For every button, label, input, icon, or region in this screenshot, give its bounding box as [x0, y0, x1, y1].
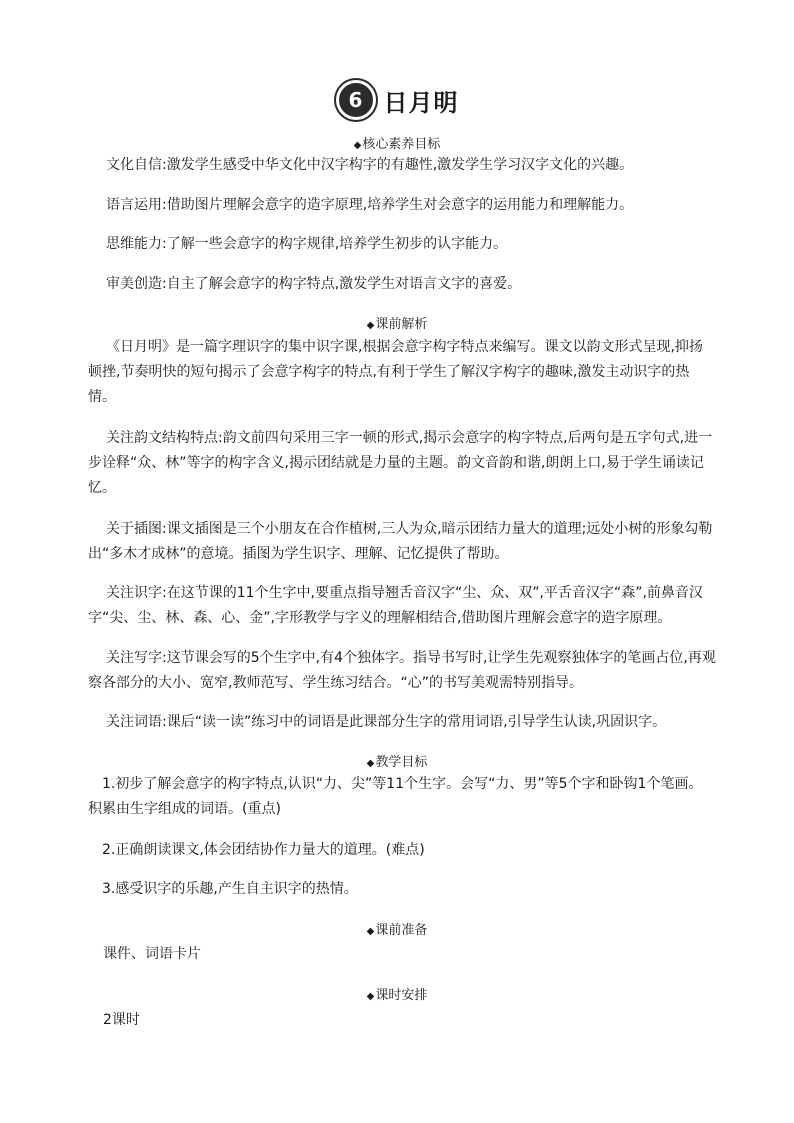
goal-thinking: 思维能力:了解一些会意字的构字规律,培养学生初步的认字能力。: [106, 236, 508, 252]
section-heading-text: 教学目标: [375, 755, 428, 770]
goal-culture: 文化自信:激发学生感受中华文化中汉字构字的有趣性,激发学生学习汉字文化的兴趣。: [106, 157, 634, 173]
analysis-literacy: 关注识字:在这节课的11个生字中,要重点指导翘舌音汉字“尘、众、双”,平舌音汉字“森”,前鼻音汉字“尖、尘、林、森、心、金”,字形教学与字义的理解相结合,借助图片理解会意字的造字原理。: [88, 585, 703, 626]
section-heading-text: 课前准备: [375, 923, 428, 938]
prep-materials: 课件、词语卡片: [103, 946, 201, 962]
diamond-icon: ◆: [366, 991, 375, 1002]
analysis-writing: 关注写字:这节课会写的5个生字中,有4个独体字。指导书写时,让学生先观察独体字的笔画占位,再观察各部分的大小、宽窄,教师范写、学生练习结合。“心”的书写美观需特别指导。: [88, 650, 716, 691]
time-arrangement: 2课时: [103, 1012, 140, 1028]
teaching-goal-2: 2.正确朗读课文,体会团结协作力量大的道理。(难点): [102, 842, 425, 858]
goal-aesthetic: 审美创造:自主了解会意字的构字特点,激发学生对语言文字的喜爱。: [106, 276, 522, 292]
lesson-number: 6: [348, 88, 363, 112]
section-heading-time: [0, 984, 794, 1003]
teaching-goal-3: 3.感受识字的乐趣,产生自主识字的热情。: [102, 881, 358, 897]
section-heading-teaching: [0, 751, 794, 770]
section-heading-goals: [0, 133, 794, 152]
analysis-vocabulary: 关注词语:课后“读一读”练习中的词语是此课部分生字的常用词语,引导学生认读,巩固识字。: [106, 714, 667, 730]
teaching-goal-1: 1.初步了解会意字的构字特点,认识“力、尖”等11个生字。会写“力、男”等5个字和卧钩1个笔画。积累由生字组成的词语。(重点): [88, 776, 703, 817]
analysis-intro: 《日月明》是一篇字理识字的集中识字课,根据会意字构字特点来编写。课文以韵文形式呈现,抑扬顿挫,节奏明快的短句揭示了会意字构字的特点,有利于学生了解汉字构字的趣味,激发主动识字的热情。: [88, 339, 703, 405]
analysis-illustration: 关于插图:课文插图是三个小朋友在合作植树,三人为众,暗示团结力量大的道理;远处小树的形象勾勒出“多木才成林”的意境。插图为学生识字、理解、记忆提供了帮助。: [88, 521, 713, 562]
diamond-icon: ◆: [353, 140, 362, 151]
diamond-icon: ◆: [366, 926, 375, 937]
section-heading-prep: [0, 919, 794, 938]
lesson-title-text: 日月明: [383, 88, 459, 117]
diamond-icon: ◆: [366, 758, 375, 769]
section-heading-text: 课时安排: [375, 988, 428, 1003]
diamond-icon: ◆: [366, 320, 375, 331]
lesson-number-badge: [336, 80, 376, 120]
lesson-title: [0, 80, 794, 120]
analysis-structure: 关注韵文结构特点:韵文前四句采用三字一顿的形式,揭示会意字的构字特点,后两句是五字句式,进一步诠释“众、林”等字的构字含义,揭示团结就是力量的主题。韵文音韵和谐,朗朗上口,易于学生诵读记忆。: [88, 430, 713, 496]
goal-language: 语言运用:借助图片理解会意字的造字原理,培养学生对会意字的运用能力和理解能力。: [106, 197, 634, 213]
section-heading-analysis: [0, 313, 794, 332]
section-heading-text: 核心素养目标: [362, 137, 441, 152]
section-heading-text: 课前解析: [375, 317, 428, 332]
